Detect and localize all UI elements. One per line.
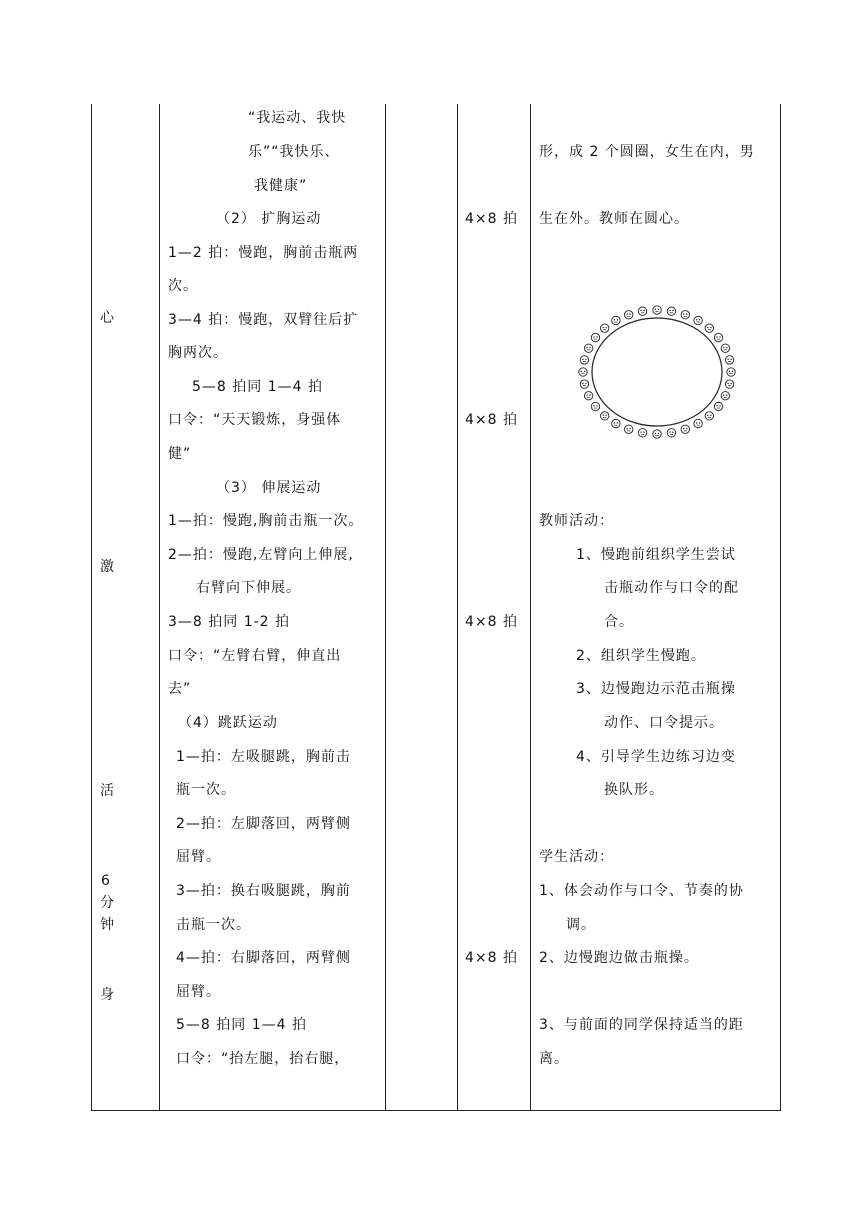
org-line: 形，成 2 个圆圈，女生在内，男 [539, 144, 755, 160]
org-line: 1、慢跑前组织学生尝试 [576, 547, 736, 563]
content-line: 口令：“左臂右臂，伸直出 [168, 648, 342, 664]
student-marker [580, 356, 588, 364]
student-marker [727, 368, 735, 376]
org-line: 离。 [539, 1051, 569, 1067]
content-line: 屈臂。 [176, 849, 221, 865]
table-border-right [780, 104, 781, 1111]
org-line: 1、体会动作与口令、节奏的协 [539, 883, 744, 899]
col1-zhong: 钟 [100, 917, 115, 933]
student-marker [681, 425, 689, 433]
student-marker [600, 324, 608, 332]
formation-diagram [575, 300, 745, 450]
col1-xin: 心 [100, 310, 115, 326]
student-marker [579, 368, 587, 376]
org-line: 生在外。教师在圆心。 [539, 211, 689, 227]
content-line: 5—8 拍同 1—4 拍 [192, 379, 323, 395]
table-divider-1 [159, 104, 160, 1111]
student-marker [694, 419, 702, 427]
content-line: 1—2 拍：慢跑，胸前击瓶两 [168, 245, 359, 261]
table-border-bottom [91, 1110, 781, 1111]
student-marker [725, 380, 733, 388]
beats-label: 4×8 拍 [465, 950, 518, 966]
student-marker [638, 307, 646, 315]
content-line: “我运动、我快 [248, 110, 347, 126]
org-line: 4、引导学生边练习边变 [576, 749, 736, 765]
content-line: 5—8 拍同 1—4 拍 [176, 1017, 307, 1033]
student-marker [721, 392, 729, 400]
student-marker [694, 316, 702, 324]
org-line: 3、与前面的同学保持适当的距 [539, 1017, 744, 1033]
student-marker [714, 402, 722, 410]
student-marker [667, 307, 675, 315]
col1-huo: 活 [100, 783, 115, 799]
content-line: 击瓶一次。 [176, 917, 251, 933]
col1-shen: 身 [100, 987, 115, 1003]
student-marker [580, 380, 588, 388]
org-line: 学生活动： [539, 849, 614, 865]
student-marker [612, 419, 620, 427]
table-divider-3 [457, 104, 458, 1111]
content-line: 屈臂。 [176, 984, 221, 1000]
content-line: 口令：“天天锻炼，身强体 [168, 412, 342, 428]
content-line: （4）跳跃运动 [178, 715, 278, 731]
content-line: 2—拍：左脚落回，两臂侧 [176, 816, 351, 832]
content-line: 口令：“抬左腿，抬右腿， [176, 1051, 350, 1067]
org-line: 击瓶动作与口令的配 [604, 580, 739, 596]
content-line: 3—4 拍：慢跑，双臂往后扩 [168, 312, 359, 328]
col1-fen: 分 [100, 895, 115, 911]
table-border-left [91, 104, 92, 1111]
org-line: 动作、口令提示。 [604, 715, 724, 731]
student-marker [653, 430, 661, 438]
content-line: 胸两次。 [168, 345, 228, 361]
student-marker [624, 311, 632, 319]
beats-label: 4×8 拍 [465, 614, 518, 630]
content-line: 瓶一次。 [176, 782, 236, 798]
org-line: 换队形。 [604, 782, 664, 798]
content-line: 1—拍：慢跑,胸前击瓶一次。 [168, 513, 364, 529]
org-line: 合。 [604, 614, 634, 630]
content-line: （3） 伸展运动 [216, 480, 322, 496]
content-line: 去” [168, 681, 192, 697]
table-divider-4 [530, 104, 531, 1111]
beats-label: 4×8 拍 [465, 211, 518, 227]
inner-circle [592, 318, 722, 426]
student-marker [591, 333, 599, 341]
content-line: 2—拍：慢跑,左臂向上伸展, [168, 547, 354, 563]
content-line: （2） 扩胸运动 [216, 211, 322, 227]
student-marker [725, 356, 733, 364]
student-marker [653, 306, 661, 314]
student-marker [624, 425, 632, 433]
content-line: 健” [168, 446, 192, 462]
student-marker [638, 429, 646, 437]
student-marker [705, 324, 713, 332]
org-line: 2、边慢跑边做击瓶操。 [539, 950, 699, 966]
content-line: 我健康” [254, 178, 308, 194]
student-marker [584, 392, 592, 400]
table-divider-2 [385, 104, 386, 1111]
beats-label: 4×8 拍 [465, 412, 518, 428]
student-marker [612, 316, 620, 324]
col1-ji: 激 [100, 559, 115, 575]
content-line: 1—拍：左吸腿跳，胸前击 [176, 749, 351, 765]
content-line: 3—8 拍同 1-2 拍 [168, 614, 291, 630]
org-line: 2、组织学生慢跑。 [576, 648, 706, 664]
content-line: 次。 [168, 278, 198, 294]
content-line: 右臂向下伸展。 [196, 580, 301, 596]
student-marker [705, 412, 713, 420]
student-marker [721, 344, 729, 352]
student-marker [667, 429, 675, 437]
content-line: 乐”“我快乐、 [248, 144, 340, 160]
student-marker [600, 412, 608, 420]
student-marker [714, 333, 722, 341]
org-line: 调。 [566, 917, 596, 933]
content-line: 4—拍：右脚落回，两臂侧 [176, 950, 351, 966]
content-line: 3—拍：换右吸腿跳，胸前 [176, 883, 351, 899]
student-marker [591, 402, 599, 410]
org-line: 教师活动： [539, 513, 614, 529]
student-marker [681, 311, 689, 319]
col1-six: 6 [101, 873, 111, 889]
org-line: 3、边慢跑边示范击瓶操 [576, 681, 736, 697]
student-marker [584, 344, 592, 352]
